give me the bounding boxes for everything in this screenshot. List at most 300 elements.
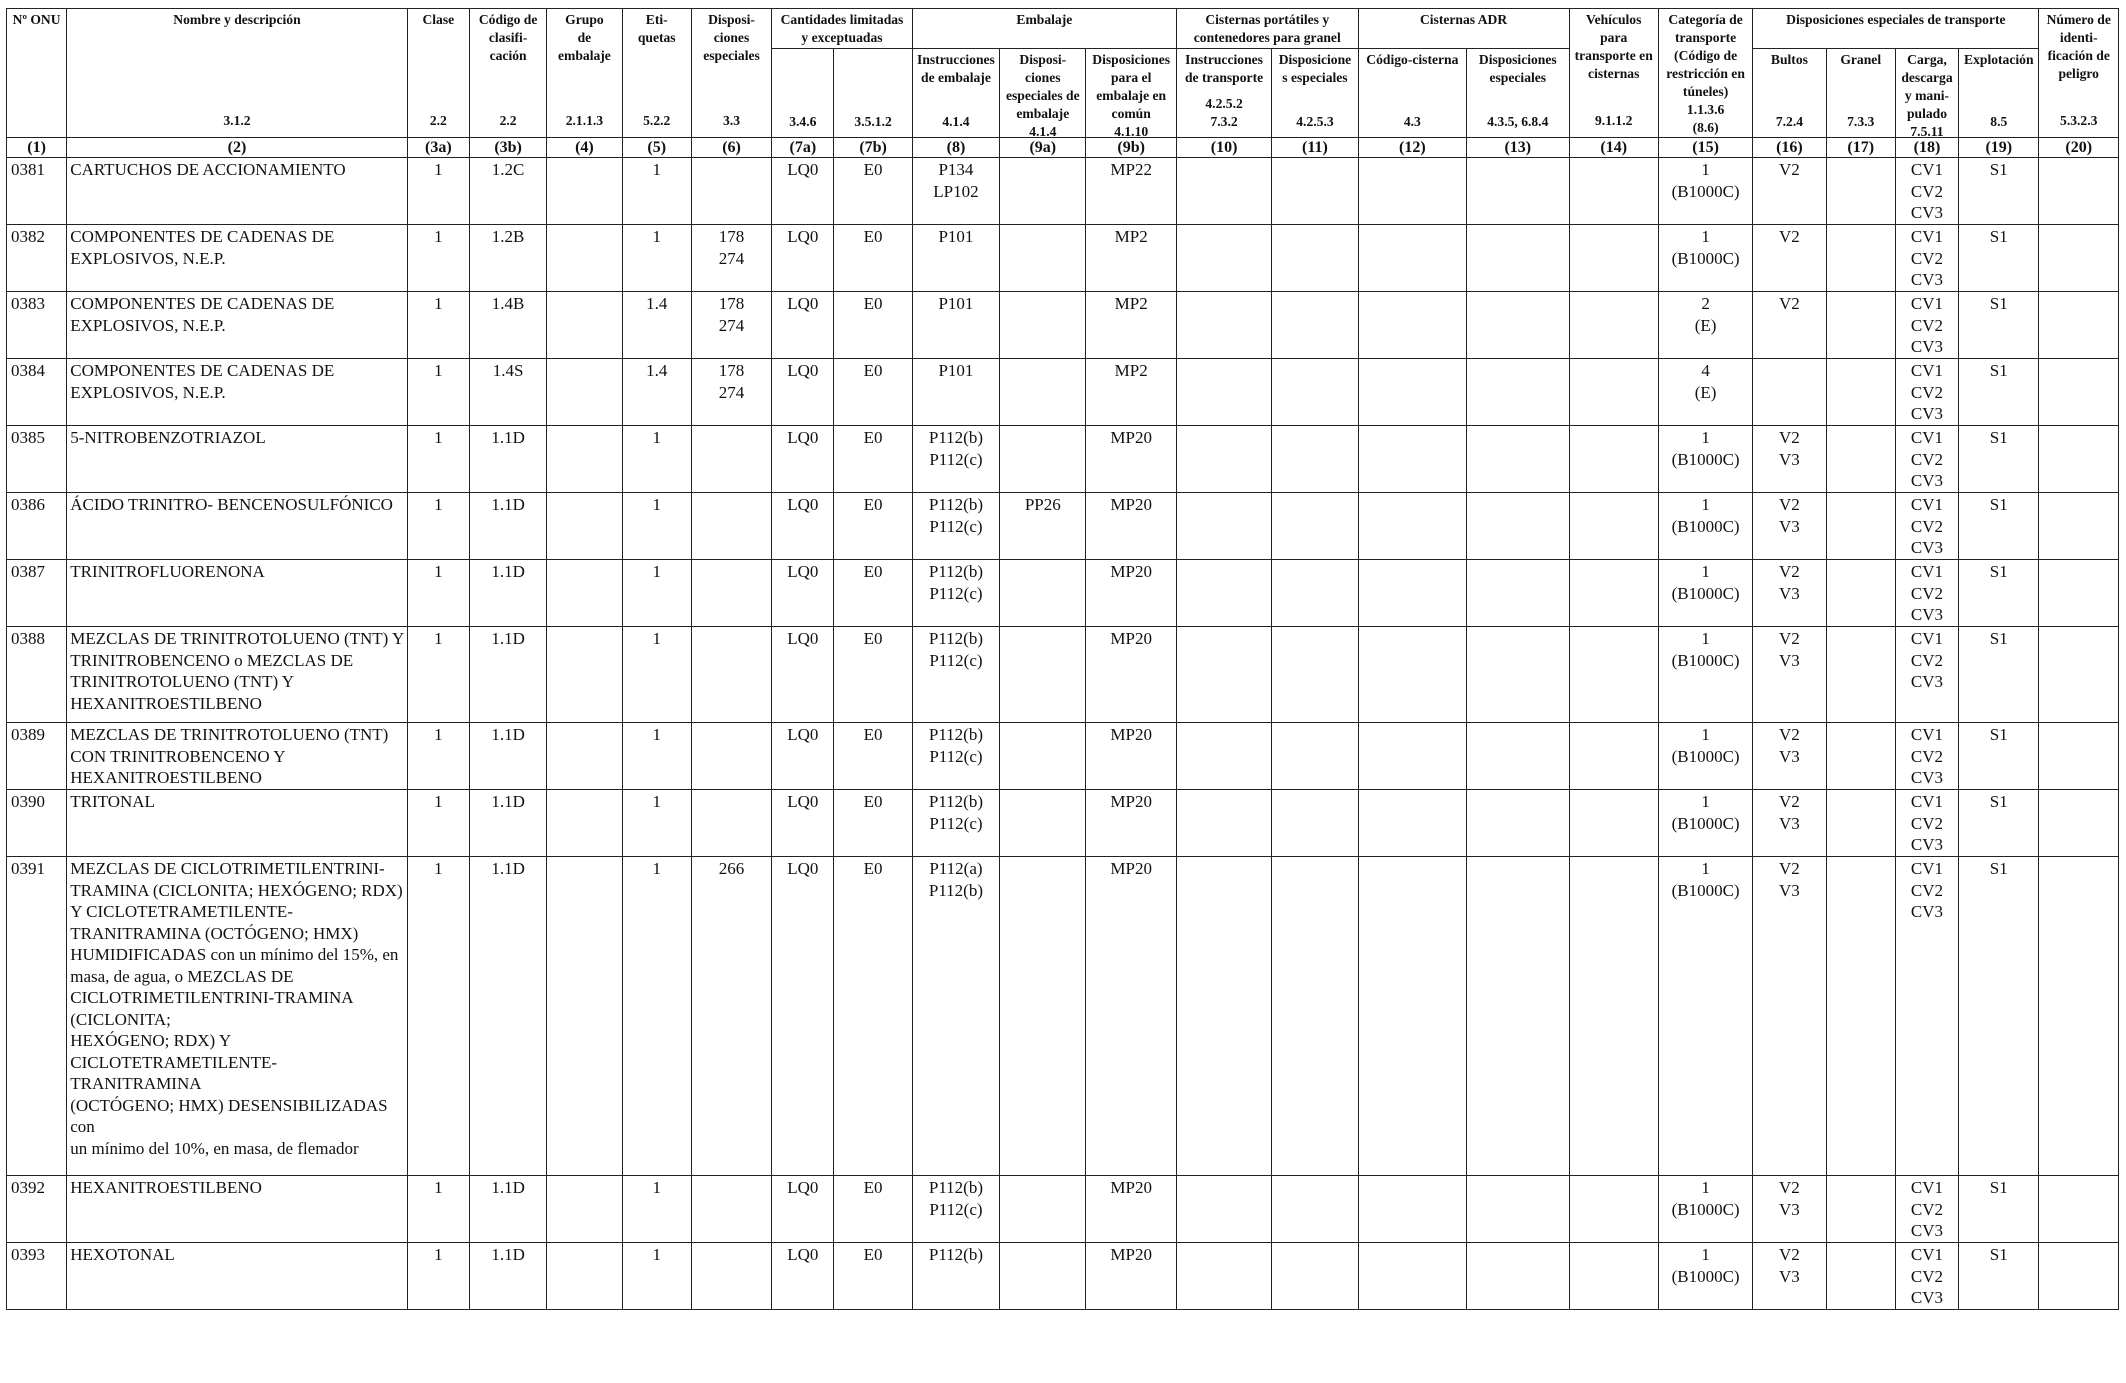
mixed-packing-cell: MP22 xyxy=(1086,158,1176,225)
header-line: restricción en xyxy=(1666,66,1745,81)
packing-instructions-cell xyxy=(912,426,999,493)
cell-line: P112(b) xyxy=(928,880,984,900)
bulk-cell xyxy=(1826,225,1895,292)
loading-unloading-cell xyxy=(1895,560,1958,627)
tank-code-cell xyxy=(1358,225,1466,292)
cell-line: 1 xyxy=(1701,428,1710,447)
cell-line: 1 xyxy=(1701,629,1710,648)
loading-unloading-cell xyxy=(1895,158,1958,225)
cell-line: HEXOTONAL xyxy=(70,1245,175,1264)
special-provisions-cell xyxy=(691,560,771,627)
packing-group-cell xyxy=(547,359,622,426)
packages-cell xyxy=(1753,723,1826,790)
cell-line: (E) xyxy=(1694,315,1717,335)
portable-tank-provisions-cell xyxy=(1272,857,1358,1176)
packing-instructions-cell xyxy=(912,292,999,359)
header-group-embalaje: Embalaje xyxy=(912,9,1176,49)
cell-line: V2 xyxy=(1779,562,1800,581)
cell-line: V2 xyxy=(1779,294,1800,313)
cell-line: HEXÓGENO; RDX) Y xyxy=(70,1031,232,1050)
tank-vehicle-cell xyxy=(1569,1176,1658,1243)
cell-line: CV1 xyxy=(1910,294,1944,313)
header-line: especiales xyxy=(703,48,760,63)
header-line: Disposiciones xyxy=(1478,52,1557,67)
cell-line: 178 xyxy=(718,361,745,380)
portable-tank-provisions-cell xyxy=(1272,1243,1358,1310)
cell-line: EXPLOSIVOS, N.E.P. xyxy=(70,248,226,268)
packing-group-cell xyxy=(547,493,622,560)
header-line: Disposi- xyxy=(708,12,755,27)
header-line: 4.2.5.2 xyxy=(1205,96,1243,111)
mixed-packing-cell: MP2 xyxy=(1086,292,1176,359)
header-line: ficación de xyxy=(2047,48,2110,63)
portable-tank-instructions-cell xyxy=(1176,1176,1271,1243)
cell-line: CICLOTETRAMETILENTE-TRANITRAMINA xyxy=(70,1052,278,1093)
un-number-cell: 0381 xyxy=(7,158,67,225)
packing-instructions-cell xyxy=(912,790,999,857)
special-packing-provisions-cell xyxy=(1000,560,1086,627)
excepted-quantity-cell: E0 xyxy=(834,790,912,857)
table-row xyxy=(7,857,2119,1176)
cell-line: CV2 xyxy=(1910,880,1944,900)
header-line: (8.6) xyxy=(1692,120,1719,135)
cell-line: (B1000C) xyxy=(1671,449,1740,469)
transport-category-cell xyxy=(1658,292,1752,359)
special-packing-provisions-cell xyxy=(1000,857,1086,1176)
labels-cell: 1 xyxy=(622,225,691,292)
bulk-cell xyxy=(1826,560,1895,627)
column-number: (9b) xyxy=(1086,138,1176,158)
cell-line: 1 xyxy=(1701,859,1710,878)
special-packing-provisions-cell xyxy=(1000,292,1086,359)
cell-line: V3 xyxy=(1779,650,1800,670)
tank-vehicle-cell xyxy=(1569,426,1658,493)
bulk-cell xyxy=(1826,1243,1895,1310)
header-line: transporte en xyxy=(1574,48,1653,63)
column-number-row xyxy=(7,138,2119,158)
transport-category-cell xyxy=(1658,158,1752,225)
header-line: identi- xyxy=(2059,30,2098,45)
header-line: embalaje xyxy=(557,48,611,63)
portable-tank-provisions-cell xyxy=(1272,158,1358,225)
un-number-cell: 0393 xyxy=(7,1243,67,1310)
cell-line: un mínimo del 10%, en masa, de flemador xyxy=(70,1138,359,1158)
cell-line: CV3 xyxy=(1910,768,1944,787)
cell-line: CV3 xyxy=(1910,471,1944,490)
cell-line: (B1000C) xyxy=(1671,1199,1740,1219)
header-line: cación xyxy=(489,48,527,63)
un-number-cell: 0382 xyxy=(7,225,67,292)
loading-unloading-cell xyxy=(1895,627,1958,723)
packing-group-cell xyxy=(547,225,622,292)
header-line: túneles) xyxy=(1682,84,1729,99)
operation-cell: S1 xyxy=(1959,723,2039,790)
operation-cell: S1 xyxy=(1959,1176,2039,1243)
cell-line: 1 xyxy=(1701,227,1710,246)
excepted-quantity-cell: E0 xyxy=(834,426,912,493)
mixed-packing-cell: MP20 xyxy=(1086,1243,1176,1310)
cell-line: EXPLOSIVOS, N.E.P. xyxy=(70,315,226,335)
name-cell xyxy=(67,1243,407,1310)
cell-line: V3 xyxy=(1779,449,1800,469)
cell-line: V2 xyxy=(1779,495,1800,514)
tank-provisions-cell xyxy=(1467,493,1569,560)
portable-tank-provisions-cell xyxy=(1272,627,1358,723)
portable-tank-provisions-cell xyxy=(1272,292,1358,359)
header-line: Instrucciones xyxy=(917,52,995,67)
classification-code-cell: 1.4S xyxy=(469,359,546,426)
packing-instructions-cell xyxy=(912,493,999,560)
special-packing-provisions-cell xyxy=(1000,627,1086,723)
cell-line: (B1000C) xyxy=(1671,583,1740,603)
special-packing-provisions-cell xyxy=(1000,723,1086,790)
column-number: (20) xyxy=(2039,138,2119,158)
excepted-quantity-cell: E0 xyxy=(834,723,912,790)
cell-line: P112(b) xyxy=(928,792,984,811)
tank-code-cell xyxy=(1358,359,1466,426)
packing-group-cell xyxy=(547,560,622,627)
header-line: Grupo xyxy=(565,12,604,27)
special-provisions-cell xyxy=(691,723,771,790)
class-cell: 1 xyxy=(407,560,469,627)
labels-cell: 1 xyxy=(622,560,691,627)
tank-code-cell xyxy=(1358,158,1466,225)
loading-unloading-cell xyxy=(1895,1176,1958,1243)
header-line: especiales xyxy=(1489,70,1547,85)
cell-line: P134 xyxy=(938,160,974,179)
special-packing-provisions-cell xyxy=(1000,158,1086,225)
header-line: transporte xyxy=(1675,30,1737,45)
header-12-codigo-cisterna: Código-cisterna 4.3 xyxy=(1358,49,1466,138)
cell-line: CV3 xyxy=(1910,902,1944,921)
limited-quantity-cell: LQ0 xyxy=(772,359,834,426)
cell-line: CV2 xyxy=(1910,516,1944,536)
header-line: contenedores para granel xyxy=(1193,30,1341,45)
excepted-quantity-cell: E0 xyxy=(834,493,912,560)
header-13-disposiciones-especiales: Disposiciones especiales 4.3.5, 6.8.4 xyxy=(1467,49,1569,138)
class-cell: 1 xyxy=(407,790,469,857)
mixed-packing-cell: MP20 xyxy=(1086,1176,1176,1243)
classification-code-cell: 1.2B xyxy=(469,225,546,292)
hazard-number-cell xyxy=(2039,292,2119,359)
cell-line: EXPLOSIVOS, N.E.P. xyxy=(70,382,226,402)
class-cell: 1 xyxy=(407,158,469,225)
cell-line: CV2 xyxy=(1910,813,1944,833)
cell-line: HEXANITROESTILBENO xyxy=(70,1178,262,1197)
header-line: pulado xyxy=(1906,106,1948,121)
portable-tank-instructions-cell xyxy=(1176,426,1271,493)
column-number: (18) xyxy=(1895,138,1958,158)
transport-category-cell xyxy=(1658,627,1752,723)
header-group-cantidades xyxy=(772,9,913,49)
cell-line: (B1000C) xyxy=(1671,248,1740,268)
cell-line: P101 xyxy=(938,294,974,313)
cell-line: V3 xyxy=(1779,516,1800,536)
packing-group-cell xyxy=(547,790,622,857)
packing-group-cell xyxy=(547,857,622,1176)
class-cell: 1 xyxy=(407,225,469,292)
cell-line: 274 xyxy=(718,248,745,268)
header-line: s especiales xyxy=(1282,70,1348,85)
cell-line: CV1 xyxy=(1910,1245,1944,1264)
tank-provisions-cell xyxy=(1467,560,1569,627)
transport-category-cell xyxy=(1658,426,1752,493)
tank-vehicle-cell xyxy=(1569,493,1658,560)
operation-cell: S1 xyxy=(1959,493,2039,560)
cell-line: LP102 xyxy=(933,181,979,201)
cell-line: CON TRINITROBENCENO Y xyxy=(70,746,286,766)
un-number-cell: 0390 xyxy=(7,790,67,857)
column-number: (19) xyxy=(1959,138,2039,158)
header-categoria xyxy=(1658,9,1752,138)
cell-line: CV2 xyxy=(1910,1199,1944,1219)
packing-instructions-cell xyxy=(912,1176,999,1243)
packing-group-cell xyxy=(547,1243,622,1310)
column-number: (6) xyxy=(691,138,771,158)
tank-provisions-cell xyxy=(1467,359,1569,426)
loading-unloading-cell xyxy=(1895,225,1958,292)
header-line: de embalaje xyxy=(921,70,991,85)
cell-line: CV2 xyxy=(1910,746,1944,766)
header-line: embalaje xyxy=(1016,106,1070,121)
column-number: (7b) xyxy=(834,138,912,158)
cell-line: P112(c) xyxy=(929,516,983,536)
header-line: y exceptuadas xyxy=(801,30,883,45)
tank-code-cell xyxy=(1358,790,1466,857)
packing-instructions-cell xyxy=(912,1243,999,1310)
header-line: de transporte xyxy=(1184,70,1264,85)
header-line: descarga xyxy=(1901,70,1953,85)
header-line: de xyxy=(577,30,592,45)
hazard-number-cell xyxy=(2039,359,2119,426)
cell-line: TRAMINA (CICLONITA; HEXÓGENO; RDX) xyxy=(70,880,403,900)
header-9a-disposiciones-embalaje: Disposi- ciones especiales de embalaje 4.1.4 xyxy=(1000,49,1086,138)
packing-instructions-cell xyxy=(912,158,999,225)
tank-code-cell xyxy=(1358,627,1466,723)
class-cell: 1 xyxy=(407,857,469,1176)
packages-cell xyxy=(1753,493,1826,560)
column-number: (11) xyxy=(1272,138,1358,158)
limited-quantity-cell: LQ0 xyxy=(772,857,834,1176)
tank-provisions-cell xyxy=(1467,1243,1569,1310)
portable-tank-instructions-cell xyxy=(1176,359,1271,426)
header-grupo-embalaje: Grupo de embalaje 2.1.1.3 xyxy=(547,9,622,138)
header-line: Código de xyxy=(478,12,538,27)
name-cell xyxy=(67,158,407,225)
tank-provisions-cell xyxy=(1467,723,1569,790)
cell-line: CV1 xyxy=(1910,725,1944,744)
header-line: y mani- xyxy=(1904,88,1950,103)
labels-cell: 1 xyxy=(622,627,691,723)
classification-code-cell: 1.1D xyxy=(469,426,546,493)
header-line: Cisternas portátiles y xyxy=(1205,12,1330,27)
loading-unloading-cell xyxy=(1895,493,1958,560)
column-number: (5) xyxy=(622,138,691,158)
cell-line: CV3 xyxy=(1910,1288,1944,1307)
hazard-number-cell xyxy=(2039,1243,2119,1310)
cell-line: CV3 xyxy=(1910,672,1944,691)
cell-line: MEZCLAS DE TRINITROTOLUENO (TNT) xyxy=(70,725,389,744)
portable-tank-instructions-cell xyxy=(1176,225,1271,292)
special-provisions-cell xyxy=(691,493,771,560)
header-disposiciones: Disposi- ciones especiales 3.3 xyxy=(691,9,771,138)
classification-code-cell: 1.1D xyxy=(469,857,546,1176)
header-7b: 3.5.1.2 xyxy=(834,49,912,138)
name-cell xyxy=(67,292,407,359)
cell-line: P112(c) xyxy=(929,449,983,469)
excepted-quantity-cell: E0 xyxy=(834,627,912,723)
cell-line: (B1000C) xyxy=(1671,181,1740,201)
transport-category-cell xyxy=(1658,790,1752,857)
cell-line: 274 xyxy=(718,382,745,402)
cell-line: V3 xyxy=(1779,1266,1800,1286)
cell-line: CV1 xyxy=(1910,495,1944,514)
header-clase: Clase 2.2 xyxy=(407,9,469,138)
tank-vehicle-cell xyxy=(1569,359,1658,426)
class-cell: 1 xyxy=(407,1176,469,1243)
cell-line: CV1 xyxy=(1910,1178,1944,1197)
bulk-cell xyxy=(1826,627,1895,723)
mixed-packing-cell: MP20 xyxy=(1086,857,1176,1176)
cell-line: (B1000C) xyxy=(1671,813,1740,833)
tank-vehicle-cell xyxy=(1569,292,1658,359)
header-9b-embalaje-comun: Disposiciones para el embalaje en común 4.1.10 xyxy=(1086,49,1176,138)
cell-line: P112(b) xyxy=(928,495,984,514)
header-line: embalaje en xyxy=(1096,88,1167,103)
cell-line: CV2 xyxy=(1910,1266,1944,1286)
cell-line: CV3 xyxy=(1910,270,1944,289)
name-cell xyxy=(67,560,407,627)
excepted-quantity-cell: E0 xyxy=(834,225,912,292)
header-line: especiales de xyxy=(1005,88,1080,103)
tank-provisions-cell xyxy=(1467,225,1569,292)
classification-code-cell: 1.1D xyxy=(469,560,546,627)
cell-line: CV3 xyxy=(1910,538,1944,557)
cell-line: CV2 xyxy=(1910,181,1944,201)
name-cell xyxy=(67,723,407,790)
classification-code-cell: 1.1D xyxy=(469,1243,546,1310)
header-line: Vehículos xyxy=(1586,12,1642,27)
loading-unloading-cell xyxy=(1895,292,1958,359)
name-cell xyxy=(67,493,407,560)
header-line: Disposiciones xyxy=(1092,52,1171,67)
limited-quantity-cell: LQ0 xyxy=(772,560,834,627)
header-nombre: Nombre y descripción 3.1.2 xyxy=(67,9,407,138)
labels-cell: 1 xyxy=(622,426,691,493)
cell-line: CV3 xyxy=(1910,835,1944,854)
tank-vehicle-cell xyxy=(1569,790,1658,857)
cell-line: P112(b) xyxy=(928,562,984,581)
cell-line: CV2 xyxy=(1910,583,1944,603)
header-line: Disposi- xyxy=(1019,52,1067,67)
cell-line: CICLOTRIMETILENTRINI-TRAMINA xyxy=(70,988,354,1007)
labels-cell: 1.4 xyxy=(622,359,691,426)
tank-vehicle-cell xyxy=(1569,560,1658,627)
column-number: (16) xyxy=(1753,138,1826,158)
classification-code-cell: 1.1D xyxy=(469,627,546,723)
cell-line: P112(c) xyxy=(929,583,983,603)
cell-line: V2 xyxy=(1779,725,1800,744)
cell-line: (B1000C) xyxy=(1671,650,1740,670)
cell-line: P112(b) xyxy=(928,629,984,648)
class-cell: 1 xyxy=(407,426,469,493)
header-group-cisternas-portatiles xyxy=(1176,9,1358,49)
column-number: (3b) xyxy=(469,138,546,158)
portable-tank-instructions-cell xyxy=(1176,723,1271,790)
un-number-cell: 0383 xyxy=(7,292,67,359)
header-line: ciones xyxy=(1025,70,1061,85)
operation-cell: S1 xyxy=(1959,857,2039,1176)
cell-line: CV1 xyxy=(1910,859,1944,878)
column-number: (2) xyxy=(67,138,407,158)
un-number-cell: 0389 xyxy=(7,723,67,790)
tank-vehicle-cell xyxy=(1569,225,1658,292)
excepted-quantity-cell: E0 xyxy=(834,560,912,627)
packages-cell xyxy=(1753,158,1826,225)
cell-line: COMPONENTES DE CADENAS DE xyxy=(70,227,335,246)
loading-unloading-cell xyxy=(1895,1243,1958,1310)
operation-cell: S1 xyxy=(1959,1243,2039,1310)
hazard-number-cell xyxy=(2039,560,2119,627)
cell-line: P112(a) xyxy=(929,859,983,878)
header-17-granel: Granel 7.3.3 xyxy=(1826,49,1895,138)
cell-line: CV2 xyxy=(1910,315,1944,335)
table-row xyxy=(7,723,2119,790)
packing-instructions-cell xyxy=(912,225,999,292)
packages-cell xyxy=(1753,426,1826,493)
header-line: Cantidades limitadas xyxy=(780,12,904,27)
class-cell: 1 xyxy=(407,292,469,359)
header-etiquetas: Eti- quetas 5.2.2 xyxy=(622,9,691,138)
table-row xyxy=(7,292,2119,359)
excepted-quantity-cell: E0 xyxy=(834,158,912,225)
cell-line: (CICLONITA; xyxy=(70,1009,171,1029)
portable-tank-instructions-cell xyxy=(1176,158,1271,225)
excepted-quantity-cell: E0 xyxy=(834,359,912,426)
classification-code-cell: 1.1D xyxy=(469,723,546,790)
transport-category-cell xyxy=(1658,225,1752,292)
portable-tank-provisions-cell xyxy=(1272,493,1358,560)
tank-code-cell xyxy=(1358,292,1466,359)
limited-quantity-cell: LQ0 xyxy=(772,1176,834,1243)
bulk-cell xyxy=(1826,359,1895,426)
packing-group-cell xyxy=(547,426,622,493)
labels-cell: 1.4 xyxy=(622,292,691,359)
operation-cell: S1 xyxy=(1959,359,2039,426)
tank-provisions-cell xyxy=(1467,790,1569,857)
packages-cell xyxy=(1753,627,1826,723)
name-cell xyxy=(67,359,407,426)
hazard-number-cell xyxy=(2039,426,2119,493)
cell-line: CV3 xyxy=(1910,605,1944,624)
class-cell: 1 xyxy=(407,1243,469,1310)
cell-line: V3 xyxy=(1779,813,1800,833)
tank-vehicle-cell xyxy=(1569,1243,1658,1310)
hazard-number-cell xyxy=(2039,225,2119,292)
bulk-cell xyxy=(1826,493,1895,560)
cell-line: CV1 xyxy=(1910,361,1944,380)
cell-line: P112(b) xyxy=(928,428,984,447)
cell-line: P112(b) xyxy=(928,725,984,744)
portable-tank-instructions-cell xyxy=(1176,1243,1271,1310)
packing-instructions-cell xyxy=(912,723,999,790)
cell-line: COMPONENTES DE CADENAS DE xyxy=(70,294,335,313)
hazard-number-cell xyxy=(2039,723,2119,790)
table-row xyxy=(7,426,2119,493)
header-line: cisternas xyxy=(1588,66,1640,81)
loading-unloading-cell xyxy=(1895,723,1958,790)
cell-line: V2 xyxy=(1779,160,1800,179)
